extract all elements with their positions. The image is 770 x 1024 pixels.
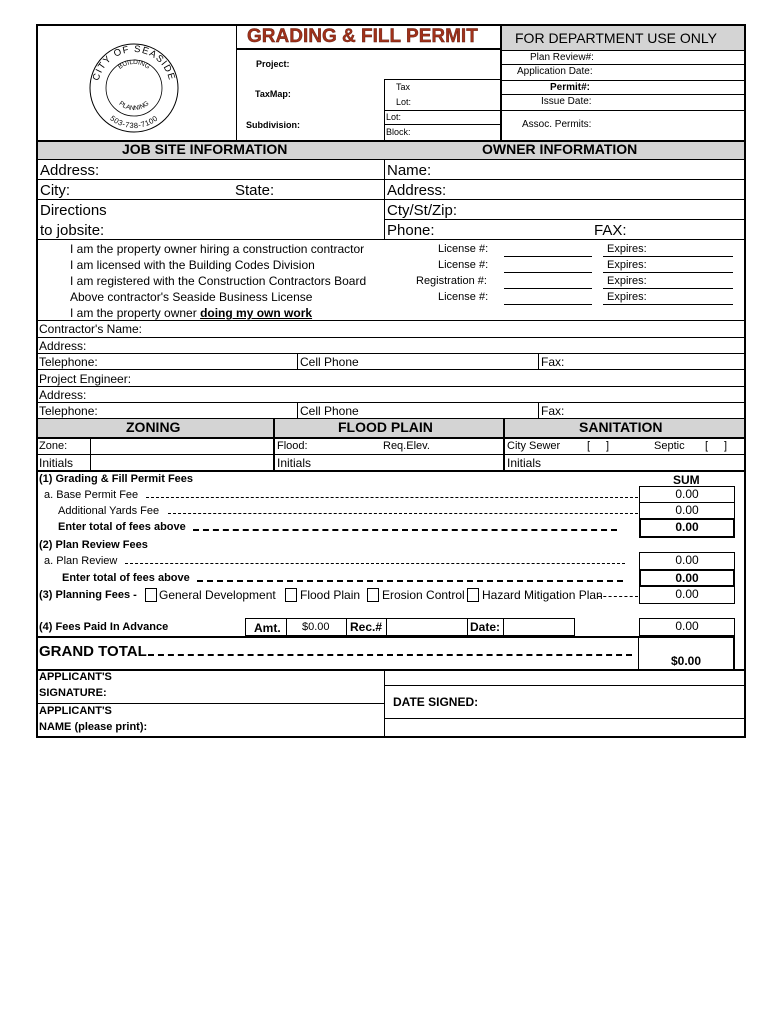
plan-review-number-label: Plan Review#:	[530, 52, 594, 63]
erosion-control-checkbox[interactable]	[367, 588, 379, 602]
septic-bracket-close[interactable]: ]	[724, 440, 728, 452]
to-jobsite-label: to jobsite:	[40, 222, 105, 239]
paid-in-advance-label: (4) Fees Paid In Advance	[39, 621, 169, 633]
advance-payment-row	[245, 618, 575, 636]
tax-label: Tax	[396, 82, 411, 92]
sum-label: SUM	[673, 473, 700, 487]
svg-text:CITY OF SEASIDE: CITY OF SEASIDE	[90, 43, 178, 83]
plan-review-label: a. Plan Review	[44, 555, 118, 567]
title-underline	[236, 48, 502, 50]
statement-license-4: License #:	[438, 291, 489, 303]
grand-total-value: $0.00	[671, 654, 702, 668]
statement-expires-3: Expires:	[607, 275, 647, 287]
zoning-initials-label: Initials	[39, 456, 74, 470]
flood-plain-checkbox[interactable]	[285, 588, 297, 602]
sanitation-heading: SANITATION	[579, 419, 663, 435]
enter-total-label: Enter total of fees above	[58, 521, 186, 533]
septic-bracket-open[interactable]: [	[705, 440, 709, 452]
statement-owner-hiring: I am the property owner hiring a construction contractor	[70, 242, 365, 256]
owner-address-label: Address:	[387, 182, 447, 199]
statement-bcd-licensed: I am licensed with the Building Codes Division	[70, 258, 315, 272]
owner-info-heading: OWNER INFORMATION	[482, 141, 638, 157]
city-sewer-bracket-close[interactable]: ]	[606, 440, 610, 452]
city-sewer-label: City Sewer	[507, 440, 561, 452]
svg-text:BUILDING: BUILDING	[116, 58, 152, 71]
form-title: GRADING & FILL PERMIT	[247, 26, 478, 47]
flood-label: Flood:	[277, 440, 308, 452]
statement-expires-2: Expires:	[607, 259, 647, 271]
directions-label: Directions	[40, 202, 107, 219]
application-date-label: Application Date:	[517, 66, 593, 77]
hazard-mitigation-checkbox[interactable]	[467, 588, 479, 602]
total2-value: 0.00	[639, 569, 735, 587]
svg-text:PLANNING: PLANNING	[117, 100, 151, 113]
owner-fax-label: FAX:	[594, 222, 627, 239]
additional-yards-label: Additional Yards Fee	[58, 505, 160, 517]
statement-expires-4: Expires:	[607, 291, 647, 303]
tax-lot-label: Lot:	[396, 97, 412, 107]
flood-plain-heading: FLOOD PLAIN	[338, 419, 433, 435]
date-signed-label: DATE SIGNED:	[393, 695, 479, 709]
contractor-fax-label: Fax:	[541, 355, 565, 369]
owner-name-label: Name:	[387, 162, 432, 179]
contractor-name-label: Contractor's Name:	[39, 322, 142, 336]
base-fee-label: a. Base Permit Fee	[44, 489, 139, 501]
block-label: Block:	[386, 127, 411, 137]
statement-ccb-registered: I am registered with the Construction Contractors Board	[70, 274, 367, 288]
erosion-control-label: Erosion Control	[382, 588, 465, 602]
statement-own-work: I am the property owner doing my own work	[70, 306, 313, 320]
base-fee-value[interactable]: 0.00	[639, 486, 735, 503]
zone-label: Zone:	[39, 440, 68, 452]
job-city-label: City:	[40, 182, 70, 199]
septic-label: Septic	[654, 440, 685, 452]
permit-number-label: Permit#:	[550, 82, 591, 93]
flood-plain-fee-label: Flood Plain	[300, 588, 361, 602]
contractor-address-label: Address:	[39, 339, 87, 353]
enter-total2-label: Enter total of fees above	[62, 572, 190, 584]
general-development-checkbox[interactable]	[145, 588, 157, 602]
name-print-label: NAME (please print):	[39, 721, 148, 733]
contractor-telephone-label: Telephone:	[39, 355, 98, 369]
subdivision-label: Subdivision:	[246, 120, 300, 130]
job-site-heading: JOB SITE INFORMATION	[122, 141, 288, 157]
total1-value: 0.00	[639, 518, 735, 538]
planning-fees-label: (3) Planning Fees -	[39, 589, 137, 601]
additional-yards-value[interactable]: 0.00	[639, 502, 735, 519]
statement-license-1: License #:	[438, 243, 489, 255]
planning-fees-value[interactable]: 0.00	[639, 586, 735, 604]
engineer-fax-label: Fax:	[541, 404, 565, 418]
issue-date-label: Issue Date:	[541, 96, 592, 107]
rec-label: Rec.#	[350, 620, 383, 634]
date-label: Date:	[470, 620, 501, 634]
signature-label: SIGNATURE:	[39, 687, 107, 699]
plan-review-value[interactable]: 0.00	[639, 552, 735, 570]
header-divider-left	[236, 24, 237, 141]
city-sewer-bracket-open[interactable]: [	[587, 440, 591, 452]
engineer-cell-label: Cell Phone	[300, 404, 359, 418]
req-elev-label: Req.Elev.	[383, 440, 430, 452]
grading-fees-heading: (1) Grading & Fill Permit Fees	[39, 473, 194, 485]
taxmap-label: TaxMap:	[255, 89, 291, 99]
advance-value[interactable]: 0.00	[639, 618, 735, 636]
hazard-mitigation-label: Hazard Mitigation Plan	[482, 588, 603, 602]
svg-text:503-738-7100: 503-738-7100	[108, 113, 160, 131]
sanitation-initials-label: Initials	[507, 456, 542, 470]
dept-title: FOR DEPARTMENT USE ONLY	[515, 30, 717, 46]
engineer-name-label: Project Engineer:	[39, 372, 132, 386]
statement-registration: Registration #:	[416, 275, 487, 287]
project-label: Project:	[256, 59, 290, 69]
engineer-telephone-label: Telephone:	[39, 404, 98, 418]
owner-cty-st-zip-label: Cty/St/Zip:	[387, 202, 458, 219]
plan-review-fees-heading: (2) Plan Review Fees	[39, 539, 148, 551]
lot-label: Lot:	[386, 112, 402, 122]
statement-business-license: Above contractor's Seaside Business License	[70, 290, 313, 304]
general-development-label: General Development	[159, 588, 276, 602]
contractor-cell-label: Cell Phone	[300, 355, 359, 369]
applicants-label-2: APPLICANT'S	[39, 705, 112, 717]
job-address-label: Address:	[40, 162, 100, 179]
flood-initials-label: Initials	[277, 456, 312, 470]
statement-license-2: License #:	[438, 259, 489, 271]
job-state-label: State:	[235, 182, 275, 199]
grand-total-label: GRAND TOTAL	[39, 643, 147, 660]
assoc-permits-label: Assoc. Permits:	[522, 119, 592, 130]
amt-label: Amt.	[254, 621, 281, 635]
amt-value[interactable]: $0.00	[302, 621, 330, 633]
city-seal-logo	[84, 36, 184, 136]
owner-phone-label: Phone:	[387, 222, 435, 239]
applicants-label-1: APPLICANT'S	[39, 671, 112, 683]
zoning-heading: ZONING	[126, 419, 181, 435]
engineer-address-label: Address:	[39, 388, 87, 402]
statement-expires-1: Expires:	[607, 243, 647, 255]
